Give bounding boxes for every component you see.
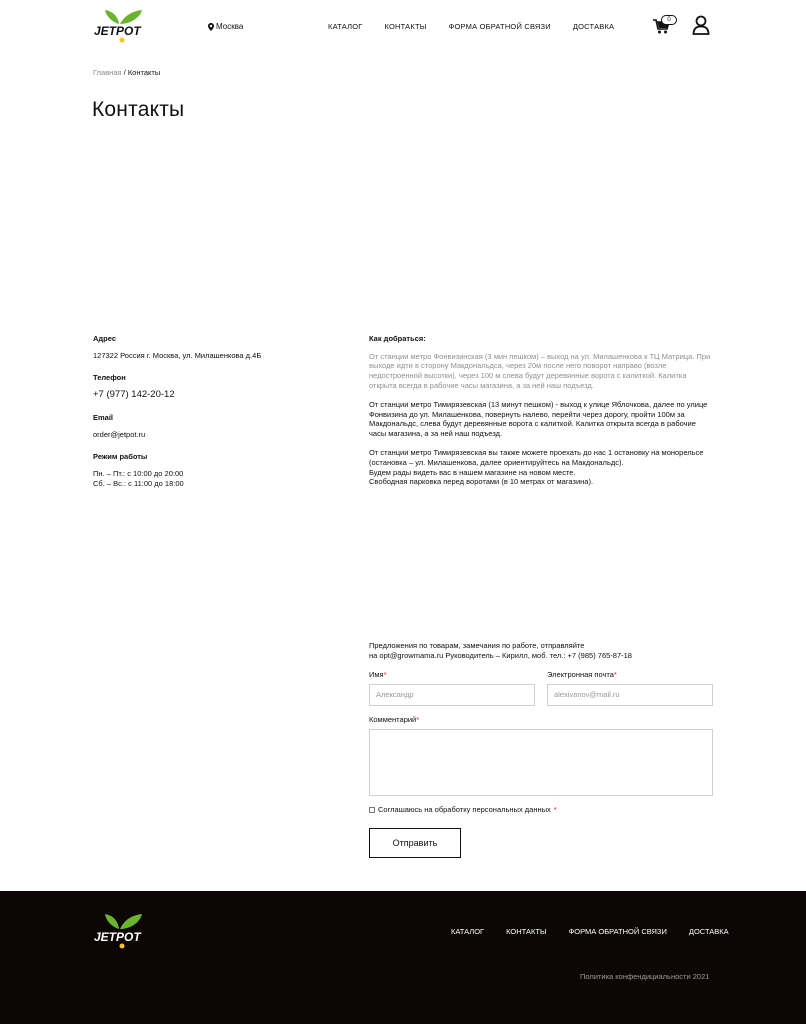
nav-contacts[interactable]: КОНТАКТЫ — [384, 22, 427, 31]
form-intro-line1: Предложения по товарам, замечания по работе, отправляйте — [369, 641, 585, 650]
user-account-icon[interactable] — [692, 15, 710, 35]
page-title: Контакты — [92, 98, 185, 121]
footer-logo-text: JETPOT — [94, 930, 141, 944]
email-field-label: Электронная почта* — [547, 670, 617, 680]
directions-welcome: Будем рады видеть вас в нашем магазине на новом месте. — [369, 467, 576, 477]
directions-timiryazevskaya: От станции метро Тимирязевская (13 минут пешком) - выход к улице Яблочкова, далее по улице Фонвизина до ул. Милашенкова, повернуть налево, перейти через дорогу, пройти 100м за Макдональдс, слева будут деревянные ворота с калиткой. Калитка открыта всегда в рабочие часы магазина, а за ней наш подъезд. — [369, 400, 708, 439]
email-label: Email — [93, 413, 114, 422]
email-value[interactable]: order@jetpot.ru — [93, 430, 146, 439]
nav-catalog[interactable]: КАТАЛОГ — [328, 22, 363, 31]
hours-label: Режим работы — [93, 452, 148, 461]
footer-nav-catalog[interactable]: КАТАЛОГ — [451, 927, 485, 936]
footer-nav-contacts[interactable]: КОНТАКТЫ — [506, 927, 547, 936]
consent-checkbox[interactable] — [369, 807, 375, 813]
nav-feedback-form[interactable]: ФОРМА ОБРАТНОЙ СВЯЗИ — [448, 22, 551, 31]
breadcrumb — [93, 68, 160, 77]
hours-weekdays: Пн. – Пт.: с 10:00 до 20:00 — [93, 469, 184, 478]
breadcrumb-separator: / — [121, 68, 128, 77]
name-input[interactable]: Александр — [369, 684, 535, 706]
cart-count-badge: 0 — [661, 15, 677, 25]
phone-value[interactable]: +7 (977) 142-20-12 — [93, 389, 175, 400]
directions-monorail — [369, 448, 715, 487]
directions-fonvizinskaya: От станции метро Фонвизинская (3 мин пешком) – выход на ул. Милашенкова к ТЦ Матрица. При выходе идти в сторону Макдональдса, через 20м после него поворот направо (возле недостроенной высотки), через 100 м слева будут деревянные ворота с калиткой. Калитка открыта всегда в рабочие часы магазина, а за ней наш подъезд. — [369, 351, 711, 390]
address-label: Адрес — [93, 334, 117, 343]
city-label: Москва — [216, 22, 244, 31]
nav-delivery[interactable]: ДОСТАВКА — [572, 22, 615, 31]
comment-label: Комментарий* — [369, 715, 420, 725]
directions — [369, 334, 715, 487]
logo-text: JETPOT — [94, 24, 141, 38]
comment-textarea[interactable] — [369, 729, 713, 796]
jetpot-logo[interactable] — [92, 8, 146, 44]
address-value: 127322 Россия г. Москва, ул. Милашенкова д.4Б — [93, 351, 262, 360]
city-selector[interactable] — [208, 22, 243, 31]
breadcrumb-current: Контакты — [127, 68, 161, 77]
site-header — [0, 0, 806, 56]
name-field-group — [369, 670, 535, 706]
footer-nav-delivery[interactable]: ДОСТАВКА — [688, 927, 729, 936]
email-field-group — [547, 670, 713, 706]
location-pin-icon — [208, 23, 214, 31]
footer-nav — [451, 927, 729, 936]
directions-parking: Свободная парковка перед воротами (в 10 метрах от магазина). — [369, 477, 594, 487]
phone-label: Телефон — [93, 373, 126, 382]
directions-label: Как добраться: — [369, 334, 426, 343]
footer-jetpot-logo[interactable] — [92, 911, 146, 951]
hours-weekend: Сб. – Вс.: с 11:00 до 18:00 — [93, 479, 184, 488]
breadcrumb-home-link[interactable]: Главная — [93, 68, 122, 77]
consent-label: Соглашаюсь на обработку персональных данных — [378, 805, 551, 815]
contact-info — [93, 334, 333, 489]
footer-nav-feedback-form[interactable]: ФОРМА ОБРАТНОЙ СВЯЗИ — [568, 927, 667, 936]
name-label: Имя* — [369, 670, 387, 680]
main-nav — [328, 22, 614, 31]
submit-button[interactable]: Отправить — [369, 828, 461, 858]
directions-monorail-text: От станции метро Тимирязевская вы также можете проехать до нас 1 остановку на монорельсе (остановка – ул. Милашенкова, далее ориентируйтесь на Макдональдс). — [369, 448, 704, 468]
feedback-form — [369, 641, 713, 858]
form-intro-line2: на opt@growmama.ru Руководитель – Кирилл, моб. тел.: +7 (985) 765-87-18 — [369, 650, 632, 660]
form-intro — [369, 641, 713, 660]
consent-row[interactable]: Соглашаюсь на обработку персональных данных * — [369, 805, 713, 814]
email-input[interactable]: alexivanov@mail.ru — [547, 684, 713, 706]
site-footer — [0, 891, 806, 1024]
privacy-policy-link[interactable]: Политика конфендициальности 2021 — [580, 972, 710, 981]
